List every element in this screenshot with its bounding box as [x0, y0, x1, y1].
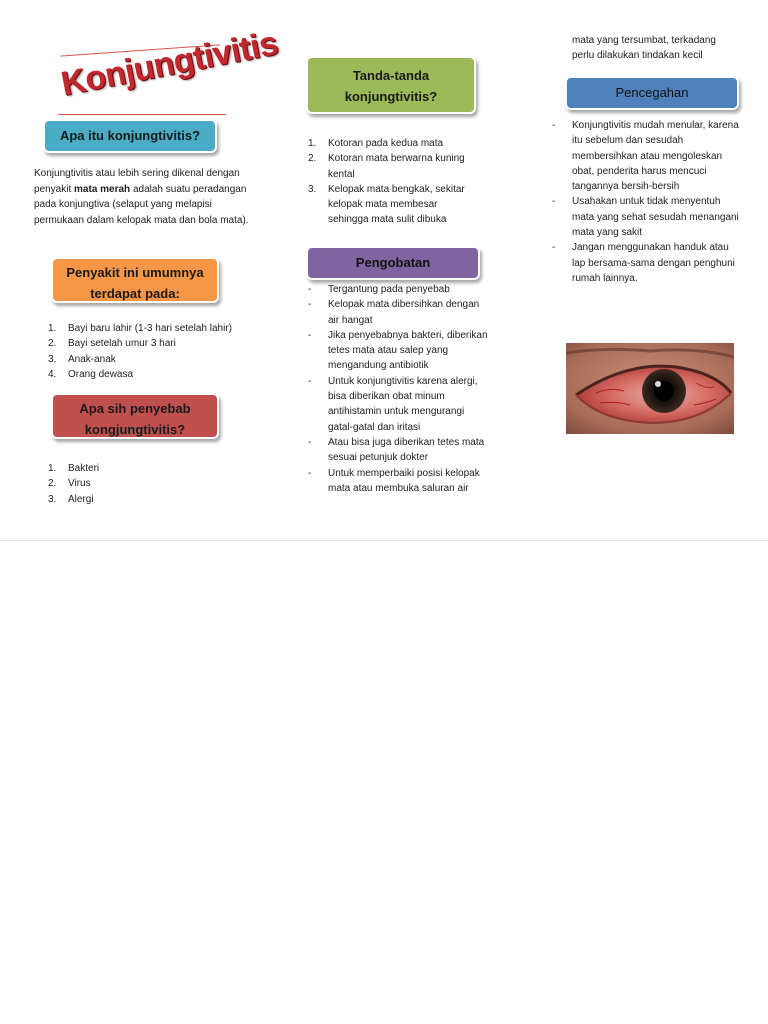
heading-tanda-line1: Tanda-tanda — [352, 68, 430, 83]
heading-penyebab — [51, 393, 219, 439]
list-item: - Untuk konjungtivitis karena alergi, bisa diberikan obat minum antihistamin untuk mengurangi gatal-gatal dan iritasi — [308, 375, 478, 433]
list-item: - Jangan menggunakan handuk atau lap bersama-sama dengan penghuni rumah lainnya. — [552, 242, 735, 284]
page-title: Konjungtivitis — [58, 24, 281, 104]
list-item: 2. Virus — [48, 478, 91, 490]
intro-text-bold: mata merah — [74, 183, 131, 195]
list-item: 1. Kotoran pada kedua mata — [308, 138, 444, 149]
list-item: - Usahakan untuk tidak menyentuh mata yang sehat sesudah menangani mata yang sakit — [552, 196, 739, 239]
heading-pengobatan-label: Pengobatan — [355, 255, 431, 270]
list-item: - Kelopak mata dibersihkan dengan air hangat — [308, 299, 480, 326]
list-item: 3. Alergi — [48, 493, 94, 505]
who-list — [48, 321, 248, 382]
title-rule-bottom — [58, 114, 226, 115]
intro-paragraph — [34, 166, 252, 228]
list-item: 4. Orang dewasa — [48, 368, 134, 380]
heading-penyakit — [51, 257, 219, 303]
intro-text-a: Konjungtivitis atau lebih sering dikenal dengan penyakit — [34, 168, 240, 195]
list-item: 2. Bayi setelah umur 3 hari — [48, 338, 176, 350]
list-item: - Atau bisa juga diberikan tetes mata sesuai petunjuk dokter — [308, 436, 485, 464]
treatment-list — [308, 282, 488, 496]
list-item: - Tergantung pada penyebab — [308, 284, 450, 295]
list-item: - Konjungtivitis mudah menular, karena itu sebelum dan sesudah membersihkan atau mengoleskan obat, penderita harus mencuci tangannya bersih-bersih — [552, 120, 739, 193]
list-item: 3. Anak-anak — [48, 353, 116, 365]
heading-apa-itu — [43, 119, 217, 153]
heading-pencegahan — [565, 76, 739, 110]
heading-penyebab-line1: Apa sih penyebab — [79, 401, 191, 416]
title-logo — [56, 24, 281, 118]
heading-penyakit-line1: Penyakit ini umumnya — [66, 265, 204, 280]
heading-tanda-tanda — [306, 56, 476, 114]
prevention-list — [552, 118, 740, 286]
heading-tanda-line2: konjungtivitis? — [344, 89, 438, 104]
heading-pengobatan — [306, 246, 480, 280]
signs-list — [308, 136, 480, 228]
list-item: 3. Kelopak mata bengkak, sekitar kelopak mata membesar sehingga mata sulit dibuka — [308, 183, 465, 226]
heading-apa-itu-label: Apa itu konjungtivitis? — [59, 128, 201, 143]
list-item: - Jika penyebabnya bakteri, diberikan tetes mata atau salep yang mengandung antibiotik — [308, 329, 488, 372]
causes-list — [48, 461, 248, 507]
list-item: 1. Bakteri — [48, 463, 100, 474]
list-item: 1. Bayi baru lahir (1-3 hari setelah lahir) — [48, 323, 232, 334]
heading-penyebab-line2: kongjungtivitis? — [84, 422, 186, 437]
heading-penyakit-line2: terdapat pada: — [90, 286, 180, 301]
heading-pencegahan-label: Pencegahan — [615, 85, 689, 100]
continued-text: mata yang tersumbat, terkadang perlu dilakukan tindakan kecil — [572, 35, 716, 62]
red-eye-photo — [566, 343, 734, 434]
list-item: 2. Kotoran mata berwarna kuning kental — [308, 153, 465, 180]
intro-text-b: adalah suatu peradangan pada konjungtiva (selaput yang melapisi permukaan dalam kelopak mata dan bola mata). — [34, 183, 249, 226]
red-eye-illustration — [566, 343, 734, 434]
list-item: - Untuk memperbaiki posisi kelopak mata atau membuka saluran air — [308, 467, 480, 494]
